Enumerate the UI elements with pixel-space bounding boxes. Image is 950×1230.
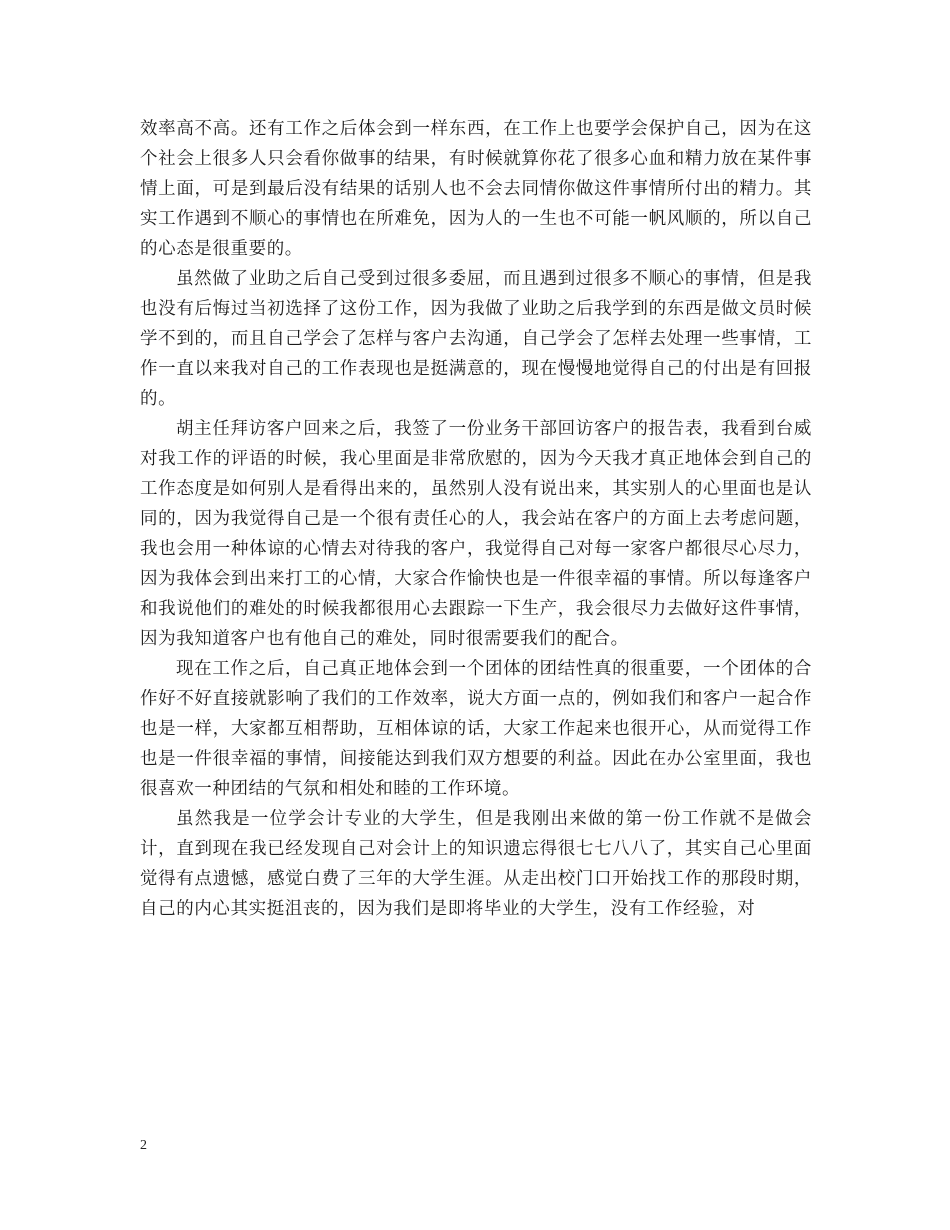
- paragraph-5: 虽然我是一位学会计专业的大学生，但是我刚出来做的第一份工作就不是做会计，直到现在我已经发现自己对会计上的知识遗忘得很七七八八了，其实自己心里面觉得有点遗憾，感觉白费了三年的大学生涯。从走出校门口开始找工作的那段时期，自己的内心其实挺沮丧的，因为我们是即将毕业的大学生，没有工作经验，对: [140, 809, 812, 919]
- page-number: 2: [140, 1138, 147, 1153]
- paragraph-3: 胡主任拜访客户回来之后，我签了一份业务干部回访客户的报告表，我看到台威对我工作的评语的时候，我心里面是非常欣慰的，因为今天我才真正地体会到自己的工作态度是如何别人是看得出来的，虽然别人没有说出来，其实别人的心里面也是认同的，因为我觉得自己是一个很有责任心的人，我会站在客户的方面上去考虑问题，我也会用一种体谅的心情去对待我的客户，我觉得自己对每一家客户都很尽心尽力，因为我体会到出来打工的心情，大家合作愉快也是一件很幸福的事情。所以每逢客户和我说他们的难处的时候我都很用心去跟踪一下生产，我会很尽力去做好这件事情，因为我知道客户也有他自己的难处，同时很需要我们的配合。: [140, 419, 812, 649]
- paragraph-2: 虽然做了业助之后自己受到过很多委屈，而且遇到过很多不顺心的事情，但是我也没有后悔过当初选择了这份工作，因为我做了业助之后我学到的东西是做文员时候学不到的，而且自己学会了怎样与客户去沟通，自己学会了怎样去处理一些事情，工作一直以来我对自己的工作表现也是挺满意的，现在慢慢地觉得自己的付出是有回报的。: [140, 269, 812, 409]
- paragraph-4: 现在工作之后，自己真正地体会到一个团体的团结性真的很重要，一个团体的合作好不好直接就影响了我们的工作效率，说大方面一点的，例如我们和客户一起合作也是一样，大家都互相帮助，互相体谅的话，大家工作起来也很开心，从而觉得工作也是一件很幸福的事情，间接能达到我们双方想要的利益。因此在办公室里面，我也很喜欢一种团结的气氛和相处和睦的工作环境。: [140, 659, 812, 799]
- document-body: [140, 114, 812, 924]
- paragraph-1: 效率高不高。还有工作之后体会到一样东西，在工作上也要学会保护自己，因为在这个社会上很多人只会看你做事的结果，有时候就算你花了很多心血和精力放在某件事情上面，可是到最后没有结果的话别人也不会去同情你做这件事情所付出的精力。其实工作遇到不顺心的事情也在所难免，因为人的一生也不可能一帆风顺的，所以自己的心态是很重要的。: [140, 119, 812, 259]
